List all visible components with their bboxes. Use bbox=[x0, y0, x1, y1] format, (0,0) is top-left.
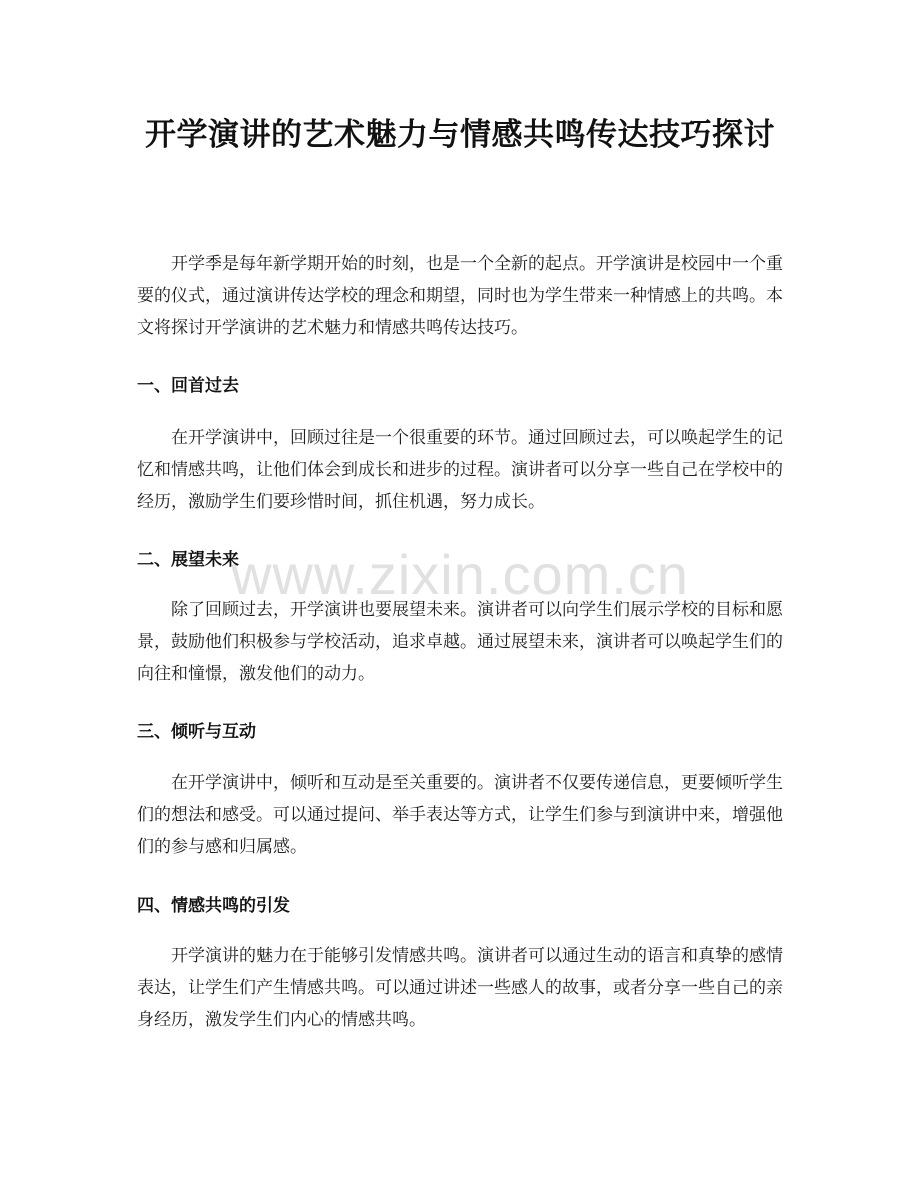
watermark: www.zixin.com.cn bbox=[231, 543, 689, 606]
section-body-1: 在开学演讲中，回顾过往是一个很重要的环节。通过回顾过去，可以唤起学生的记忆和情感共鸣，让他们体会到成长和进步的过程。演讲者可以分享一些自己在学校中的经历，激励学生们要珍惜时间，抓住机遇，努力成长。 bbox=[137, 428, 783, 512]
section-heading-2: 二、展望未来 bbox=[137, 550, 239, 570]
section-body-3: 在开学演讲中，倾听和互动是至关重要的。演讲者不仅要传递信息，更要倾听学生们的想法和感受。可以通过提问、举手表达等方式，让学生们参与到演讲中来，增强他们的参与感和归属感。 bbox=[137, 773, 783, 857]
section-heading-4: 四、情感共鸣的引发 bbox=[137, 896, 290, 916]
section-heading-1: 一、回首过去 bbox=[137, 376, 239, 396]
section-body-4: 开学演讲的魅力在于能够引发情感共鸣。演讲者可以通过生动的语言和真挚的感情表达，让学生们产生情感共鸣。可以通过讲述一些感人的故事，或者分享一些自己的亲身经历，激发学生们内心的情感共鸣。 bbox=[137, 946, 783, 1030]
section-body-2: 除了回顾过去，开学演讲也要展望未来。演讲者可以向学生们展示学校的目标和愿景，鼓励他们积极参与学校活动，追求卓越。通过展望未来，演讲者可以唤起学生们的向往和憧憬，激发他们的动力。 bbox=[137, 600, 783, 684]
section-heading-3: 三、倾听与互动 bbox=[137, 722, 256, 742]
document-title: 开学演讲的艺术魅力与情感共鸣传达技巧探讨 bbox=[145, 117, 775, 153]
intro-paragraph: 开学季是每年新学期开始的时刻，也是一个全新的起点。开学演讲是校园中一个重要的仪式，通过演讲传达学校的理念和期望，同时也为学生带来一种情感上的共鸣。本文将探讨开学演讲的艺术魅力和情感共鸣传达技巧。 bbox=[137, 254, 783, 338]
